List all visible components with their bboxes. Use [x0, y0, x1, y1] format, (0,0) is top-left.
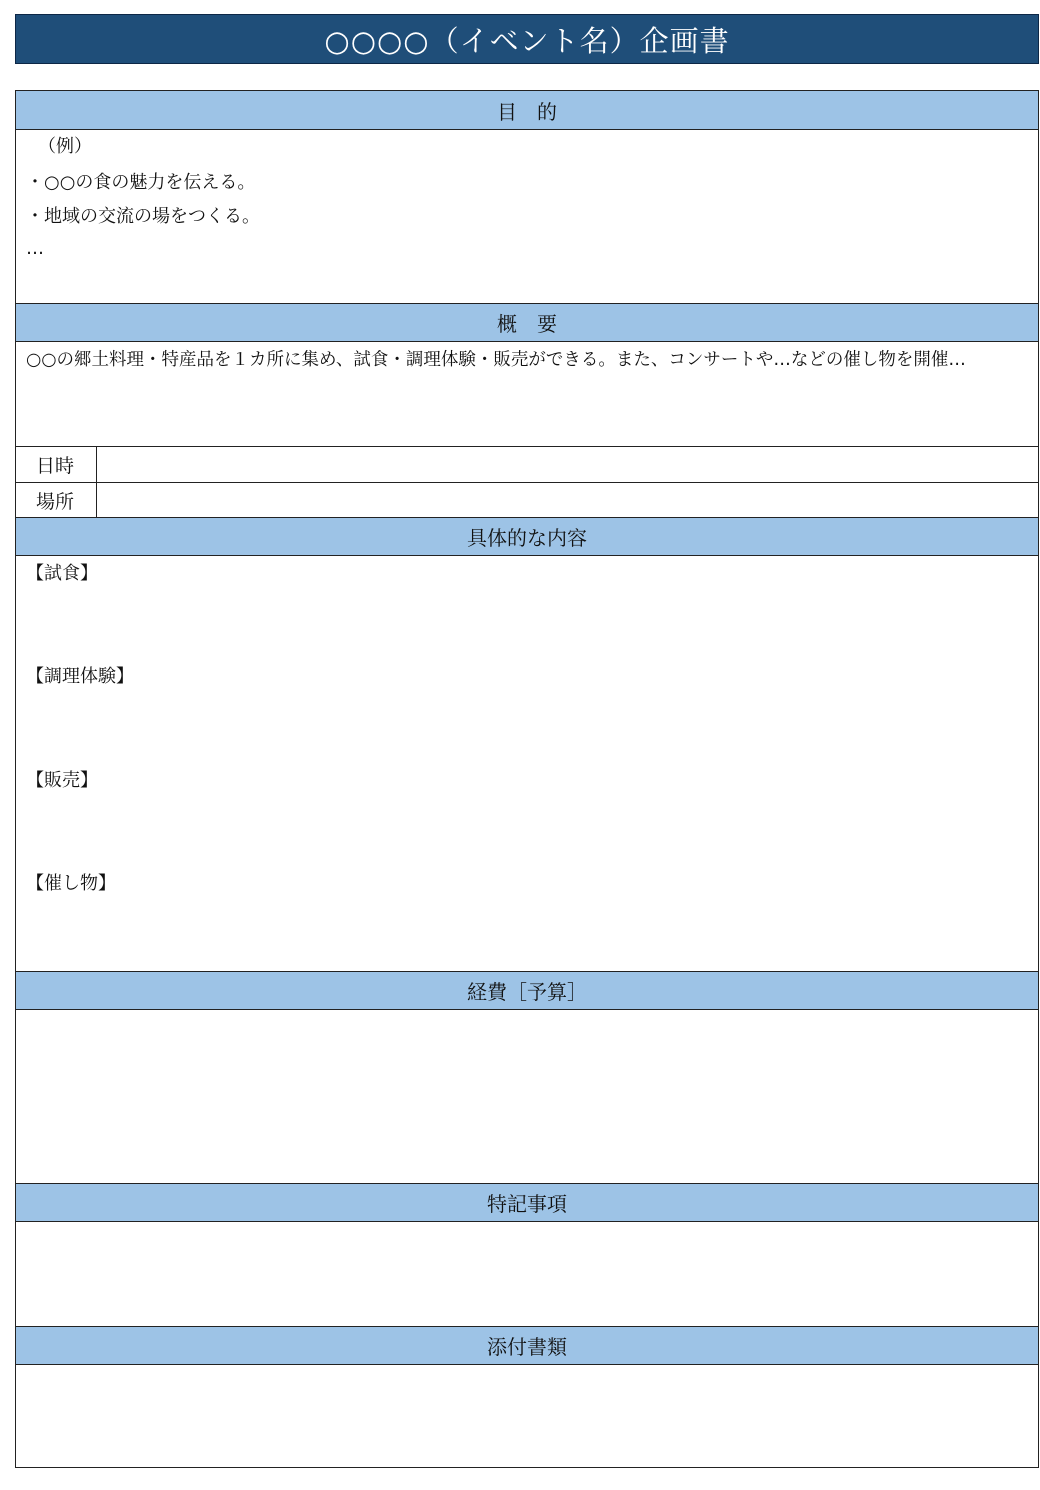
- section-header-overview: 概 要: [16, 303, 1038, 342]
- details-item: 【調理体験】: [26, 666, 134, 687]
- purpose-item: ・○○の食の魅力を伝える。: [26, 172, 256, 193]
- datetime-row: [16, 446, 1038, 482]
- datetime-label: 日時: [16, 447, 97, 482]
- document-title: ○○○○（イベント名）企画書: [15, 14, 1039, 64]
- section-header-details: 具体的な内容: [16, 517, 1038, 556]
- overview-text: ○○の郷土料理・特産品を１カ所に集め、試食・調理体験・販売ができる。また、コンサートや…などの催し物を開催…: [26, 350, 966, 370]
- section-header-attachments: 添付書類: [16, 1326, 1038, 1365]
- details-item: 【販売】: [26, 770, 98, 791]
- datetime-value-field[interactable]: [97, 447, 1038, 482]
- purpose-ellipsis: …: [26, 238, 44, 259]
- venue-label: 場所: [16, 483, 97, 517]
- section-header-purpose: 目 的: [16, 91, 1038, 130]
- details-item: 【催し物】: [26, 873, 116, 894]
- venue-value-field[interactable]: [97, 483, 1038, 517]
- proposal-form: [15, 90, 1039, 1468]
- venue-row: [16, 482, 1038, 517]
- purpose-item: ・地域の交流の場をつくる。: [26, 206, 260, 227]
- purpose-example-label: （例）: [38, 136, 92, 157]
- section-header-budget: 経費［予算］: [16, 971, 1038, 1010]
- section-header-notes: 特記事項: [16, 1183, 1038, 1222]
- details-item: 【試食】: [26, 563, 98, 584]
